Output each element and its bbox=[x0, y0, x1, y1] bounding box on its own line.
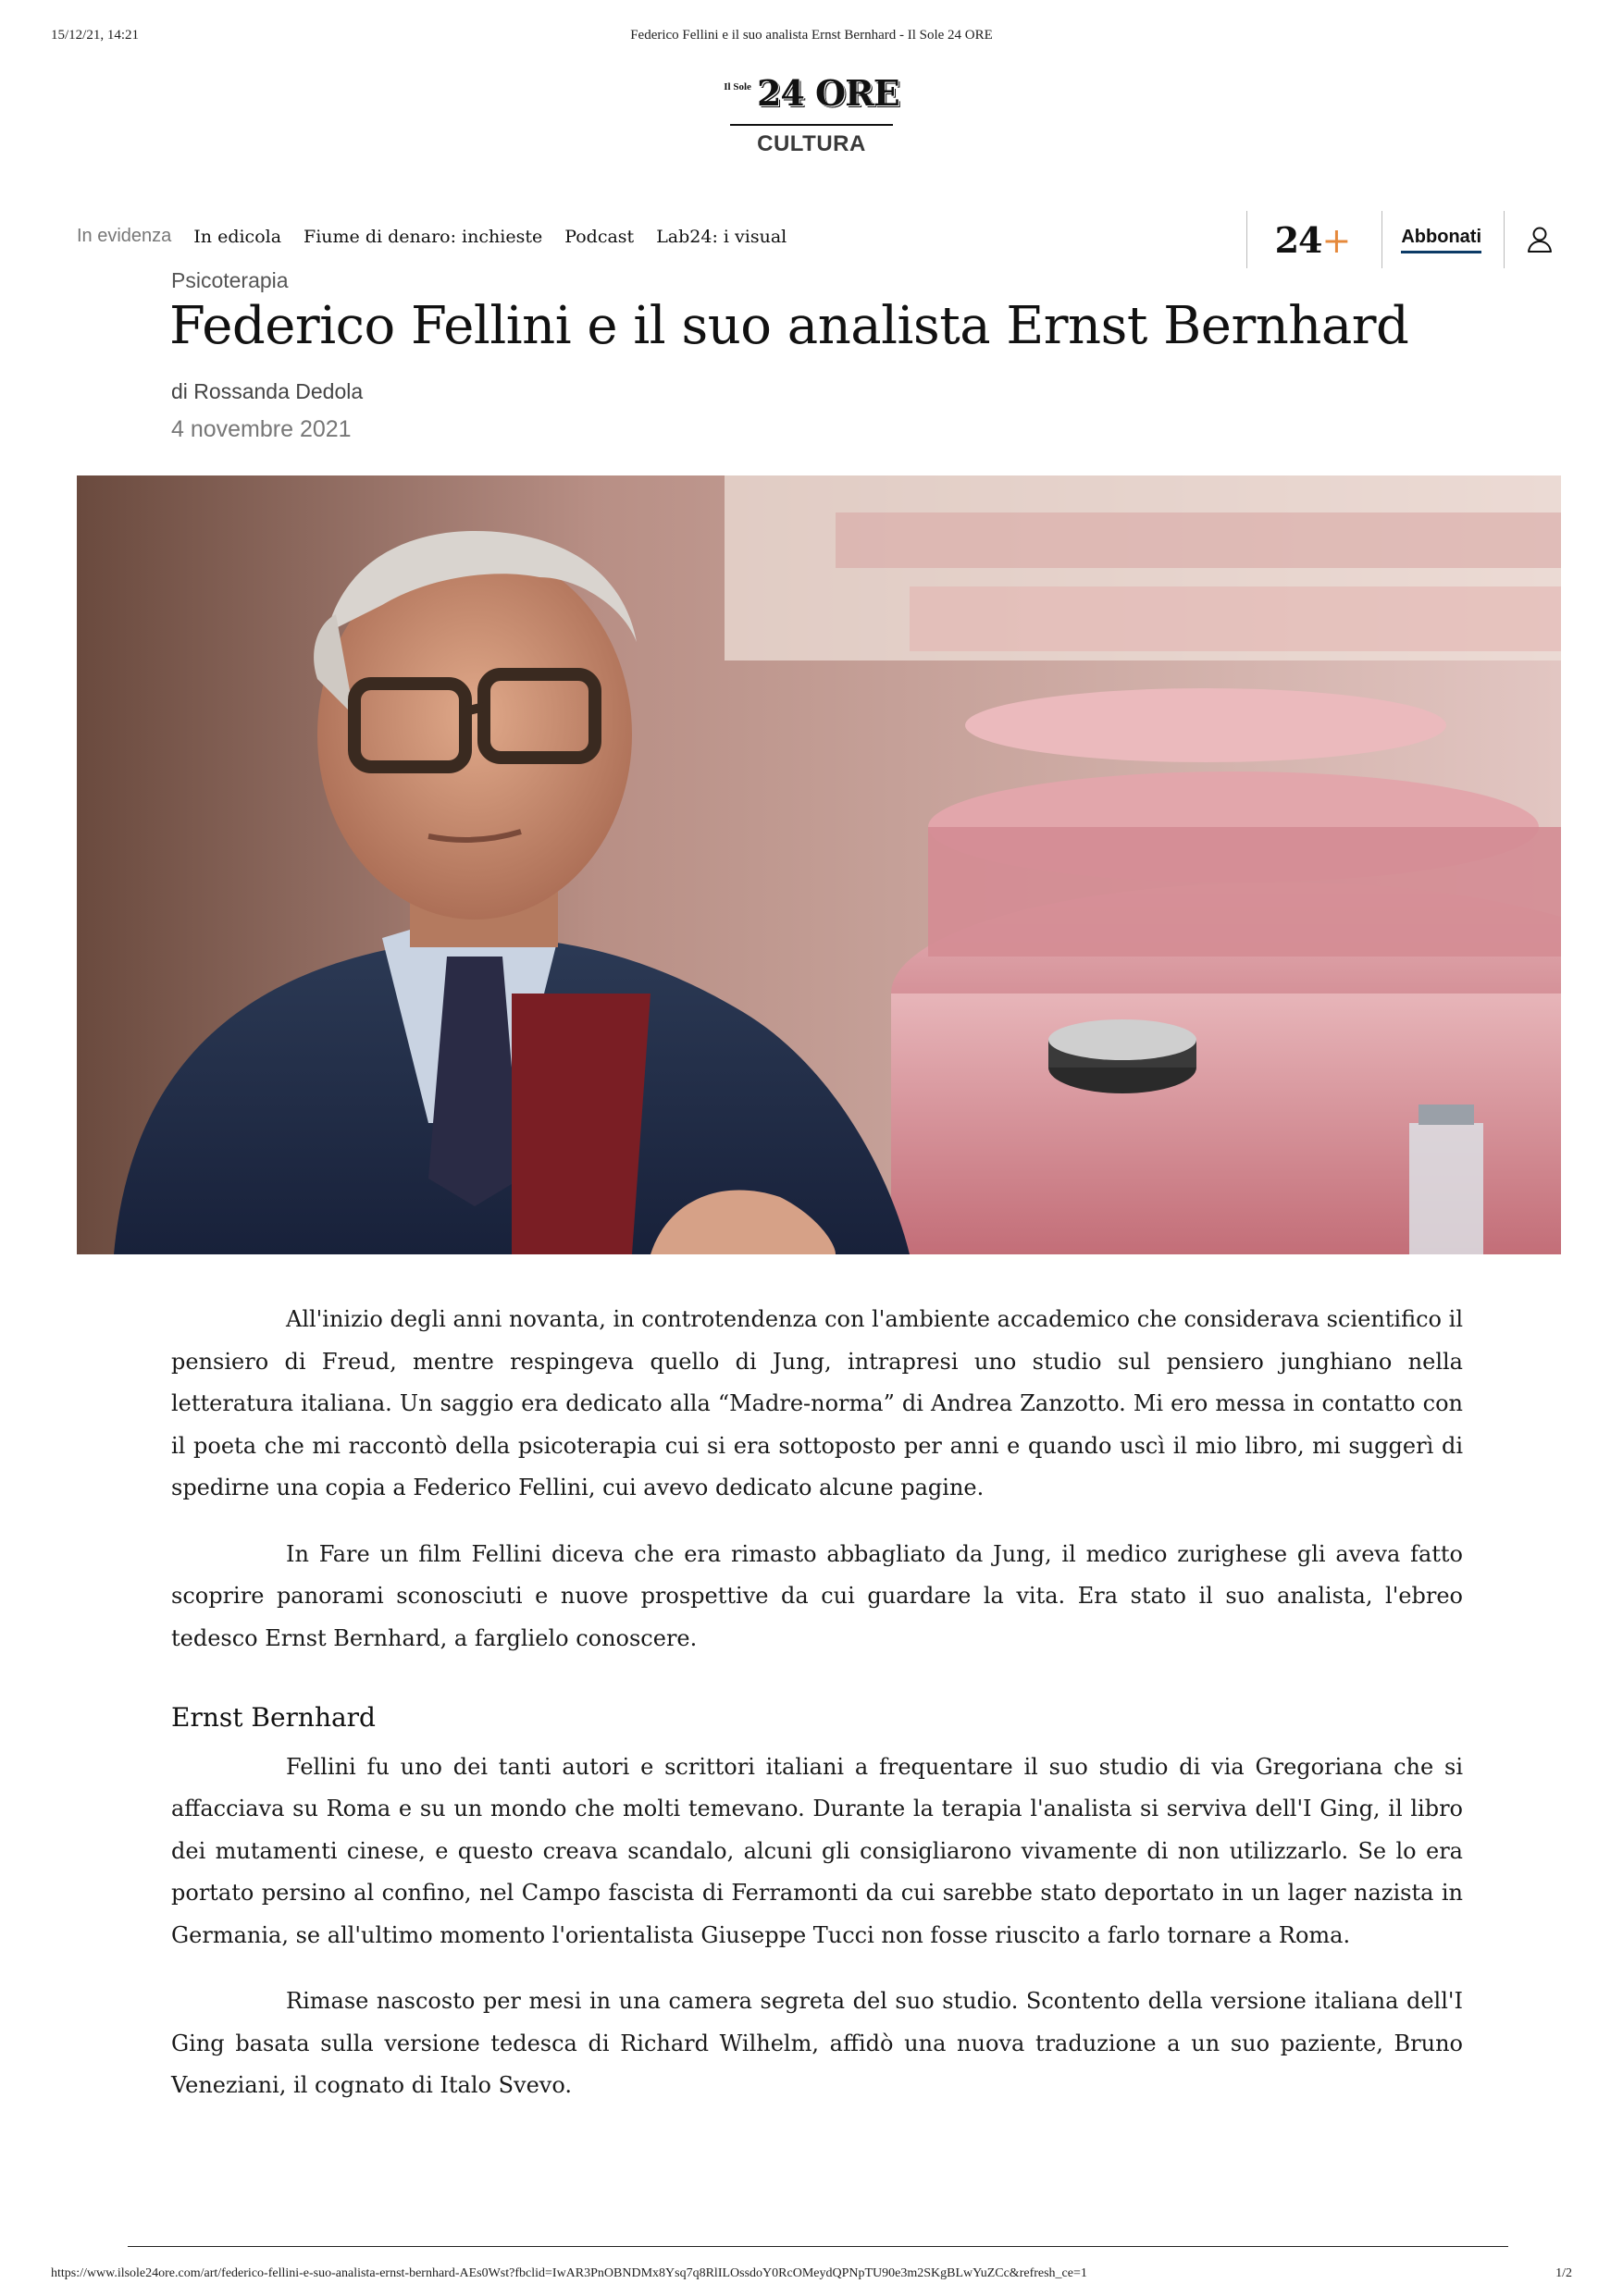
print-page-title: Federico Fellini e il suo analista Ernst Bernhard - Il Sole 24 ORE bbox=[630, 28, 993, 43]
nav-divider bbox=[1381, 211, 1382, 268]
nav-item-fiume-di-denaro[interactable]: Fiume di denaro: inchieste bbox=[304, 226, 543, 247]
print-page-number: 1/2 bbox=[1555, 2266, 1572, 2280]
nav-item-in-edicola[interactable]: In edicola bbox=[193, 226, 282, 247]
footer-rule bbox=[128, 2246, 1508, 2247]
article-paragraph: All'inizio degli anni novanta, in controtendenza con l'ambiente accademico che considerava scientifico il pensiero di Freud, mentre respingeva quello di Jung, intrapresi uno studio sul pensiero junghiano nella letteratura italiana. Un saggio era dedicato alla “Madre-norma” di Andrea Zanzotto. Mi ero messa in contatto con il poeta che mi raccontò della psicoterapia cui si era sottoposto per anni e quando uscì il mio libro, mi suggerì di spedirne una copia a Federico Fellini, cui avevo dedicato alcune pagine. bbox=[171, 1306, 1463, 1500]
nav-links bbox=[77, 226, 787, 247]
nav-right bbox=[1246, 211, 1558, 268]
section-name[interactable]: CULTURA bbox=[757, 131, 866, 156]
print-datetime: 15/12/21, 14:21 bbox=[51, 28, 140, 43]
article-kicker[interactable]: Psicoterapia bbox=[171, 268, 289, 292]
nav-highlight-label: In evidenza bbox=[77, 226, 172, 246]
user-icon[interactable] bbox=[1505, 226, 1558, 253]
user-icon-glyph bbox=[1527, 226, 1553, 253]
article-paragraph: In Fare un film Fellini diceva che era rimasto abbagliato da Jung, il medico zurighese gli aveva fatto scoprire panorami sconosciuti e nuove prospettive da cui guardare la vita. Era stato il suo analista, l'ebreo tedesco Ernst Bernhard, a farglielo conoscere. bbox=[171, 1540, 1463, 1651]
plus24-plus: + bbox=[1321, 219, 1351, 261]
article-body bbox=[171, 1299, 1463, 2131]
print-header bbox=[51, 28, 1572, 50]
article-subheading: Ernst Bernhard bbox=[171, 1702, 376, 1733]
logo-large-text: 24 ORE bbox=[756, 72, 899, 114]
plus24-brand: 24 bbox=[1274, 218, 1322, 261]
hero-image bbox=[77, 475, 1561, 1254]
nav-item-podcast[interactable]: Podcast bbox=[564, 226, 635, 247]
site-logo[interactable] bbox=[724, 72, 899, 114]
masthead bbox=[0, 72, 1623, 157]
logo-small-text: Il Sole bbox=[724, 81, 751, 93]
top-nav bbox=[77, 218, 1558, 265]
section-rule bbox=[730, 124, 893, 126]
hero-photo bbox=[77, 475, 1561, 1254]
article-byline: di Rossanda Dedola bbox=[171, 379, 364, 403]
article-paragraph: Rimase nascosto per mesi in una camera segreta del suo studio. Scontento della versione italiana dell'I Ging basata sulla versione tedesca di Richard Wilhelm, affidò una nuova traduzione a un suo paziente, Bruno Veneziani, il cognato di Italo Svevo. bbox=[171, 1988, 1463, 2098]
plus24-link[interactable] bbox=[1247, 219, 1382, 261]
subscribe-button[interactable]: Abbonati bbox=[1401, 227, 1481, 253]
article-date: 4 novembre 2021 bbox=[171, 416, 352, 442]
nav-item-lab24[interactable]: Lab24: i visual bbox=[656, 226, 787, 247]
print-url: https://www.ilsole24ore.com/art/federico-fellini-e-suo-analista-ernst-bernhard-AEs0Wst?fbclid=IwAR3PnOBNDMx8Ysq7q8RlILOssdoY0RcOMeydQPNpTU90e3m2SKgBLwYuZCc&refresh_ce=1 bbox=[51, 2266, 1087, 2280]
print-footer bbox=[51, 2266, 1572, 2285]
article-headline: Federico Fellini e il suo analista Ernst Bernhard bbox=[169, 296, 1409, 356]
article-paragraph: Fellini fu uno dei tanti autori e scrittori italiani a frequentare il suo studio di via Gregoriana che si affacciava su Roma e su un mondo che molti temevano. Durante la terapia l'analista si serviva dell'I Ging, il libro dei mutamenti cinese, e questo creava scandalo, alcuni gli consigliarono vivamente di non utilizzarlo. Se lo era portato persino al confino, nel Campo fascista di Ferramonti da cui sarebbe stato deportato in un lager nazista in Germania, se all'ultimo momento l'orientalista Giuseppe Tucci non fosse riuscito a farlo tornare a Roma. bbox=[171, 1753, 1463, 1948]
